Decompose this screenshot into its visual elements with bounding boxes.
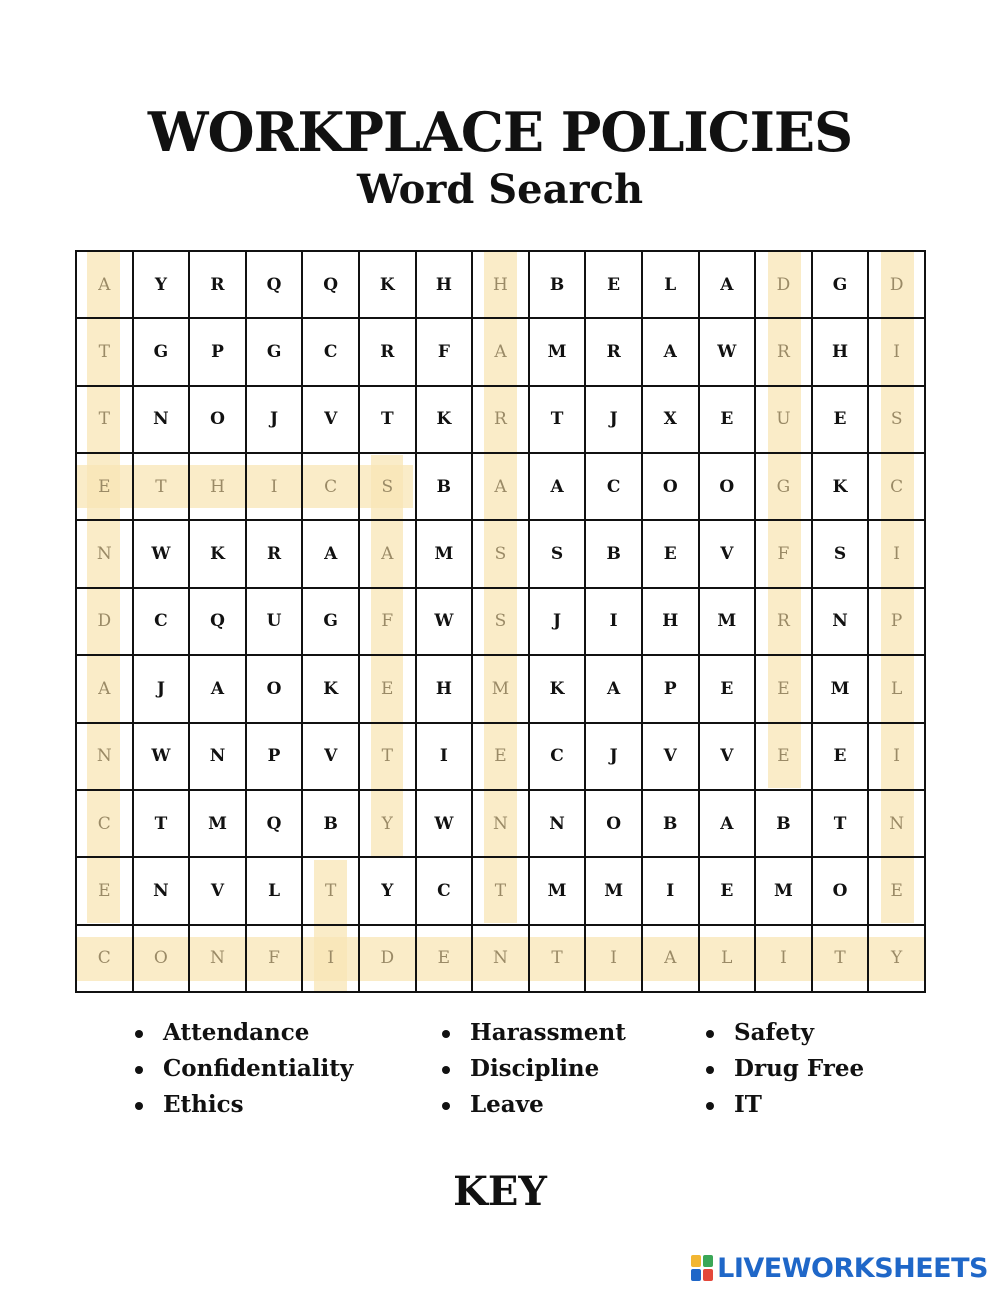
grid-cell: B bbox=[302, 790, 359, 857]
grid-cell: W bbox=[133, 723, 190, 790]
grid-cell: N bbox=[472, 925, 529, 992]
grid-cell: V bbox=[302, 386, 359, 453]
word-list-column-3 bbox=[706, 1015, 864, 1123]
word-item: Ethics bbox=[135, 1087, 353, 1123]
grid-cell: E bbox=[812, 386, 869, 453]
grid-cell: T bbox=[133, 453, 190, 520]
grid-cell: E bbox=[76, 857, 133, 924]
grid-cell: N bbox=[76, 520, 133, 587]
grid-cell: P bbox=[642, 655, 699, 722]
word-item: Confidentiality bbox=[135, 1051, 353, 1087]
grid-cell: M bbox=[472, 655, 529, 722]
key-label: KEY bbox=[453, 1168, 547, 1215]
grid-cell: R bbox=[189, 251, 246, 318]
grid-cell: O bbox=[133, 925, 190, 992]
grid-row bbox=[76, 386, 925, 453]
grid-cell: F bbox=[416, 318, 473, 385]
grid-cell: W bbox=[416, 790, 473, 857]
brand-name: LIVEWORKSHEETS bbox=[717, 1252, 988, 1284]
grid-cell: Y bbox=[133, 251, 190, 318]
grid-cell: J bbox=[529, 588, 586, 655]
grid-cell: Q bbox=[246, 251, 303, 318]
grid-row bbox=[76, 520, 925, 587]
grid-row bbox=[76, 588, 925, 655]
letter-grid bbox=[75, 250, 926, 993]
grid-cell: Y bbox=[359, 790, 416, 857]
grid-cell: V bbox=[189, 857, 246, 924]
grid-cell: Q bbox=[189, 588, 246, 655]
grid-cell: M bbox=[585, 857, 642, 924]
grid-cell: N bbox=[133, 857, 190, 924]
liveworksheets-icon bbox=[691, 1255, 713, 1281]
grid-cell: L bbox=[868, 655, 925, 722]
grid-cell: A bbox=[699, 790, 756, 857]
word-item: Harassment bbox=[442, 1015, 626, 1051]
grid-cell: R bbox=[359, 318, 416, 385]
grid-cell: N bbox=[189, 925, 246, 992]
grid-cell: R bbox=[755, 318, 812, 385]
grid-cell: H bbox=[416, 655, 473, 722]
grid-cell: I bbox=[585, 588, 642, 655]
grid-cell: U bbox=[755, 386, 812, 453]
grid-cell: Y bbox=[868, 925, 925, 992]
grid-cell: G bbox=[133, 318, 190, 385]
grid-cell: A bbox=[642, 318, 699, 385]
grid-cell: M bbox=[529, 318, 586, 385]
grid-row bbox=[76, 723, 925, 790]
grid-cell: C bbox=[529, 723, 586, 790]
grid-cell: L bbox=[246, 857, 303, 924]
grid-cell: S bbox=[529, 520, 586, 587]
grid-cell: V bbox=[699, 520, 756, 587]
grid-cell: I bbox=[302, 925, 359, 992]
grid-cell: O bbox=[585, 790, 642, 857]
grid-cell: W bbox=[133, 520, 190, 587]
word-list-column-2 bbox=[442, 1015, 626, 1123]
grid-cell: A bbox=[359, 520, 416, 587]
grid-cell: R bbox=[755, 588, 812, 655]
grid-row bbox=[76, 790, 925, 857]
grid-cell: N bbox=[189, 723, 246, 790]
grid-cell: A bbox=[529, 453, 586, 520]
grid-cell: C bbox=[76, 925, 133, 992]
grid-cell: C bbox=[585, 453, 642, 520]
grid-cell: I bbox=[868, 520, 925, 587]
brand-logo[interactable] bbox=[691, 1250, 988, 1286]
grid-cell: A bbox=[642, 925, 699, 992]
grid-cell: D bbox=[359, 925, 416, 992]
grid-cell: E bbox=[359, 655, 416, 722]
page-title: WORKPLACE POLICIES bbox=[147, 100, 853, 164]
grid-cell: T bbox=[302, 857, 359, 924]
grid-cell: T bbox=[472, 857, 529, 924]
grid-cell: G bbox=[246, 318, 303, 385]
grid-cell: S bbox=[472, 588, 529, 655]
grid-cell: D bbox=[76, 588, 133, 655]
grid-cell: C bbox=[868, 453, 925, 520]
word-item: Discipline bbox=[442, 1051, 626, 1087]
grid-cell: F bbox=[246, 925, 303, 992]
grid-cell: J bbox=[585, 723, 642, 790]
grid-cell: M bbox=[699, 588, 756, 655]
grid-cell: T bbox=[76, 386, 133, 453]
grid-cell: K bbox=[416, 386, 473, 453]
grid-cell: G bbox=[302, 588, 359, 655]
grid-cell: L bbox=[699, 925, 756, 992]
grid-cell: E bbox=[699, 857, 756, 924]
grid-cell: I bbox=[246, 453, 303, 520]
grid-cell: N bbox=[472, 790, 529, 857]
grid-cell: J bbox=[246, 386, 303, 453]
grid-cell: B bbox=[529, 251, 586, 318]
grid-cell: G bbox=[755, 453, 812, 520]
grid-cell: H bbox=[812, 318, 869, 385]
grid-cell: A bbox=[472, 453, 529, 520]
grid-cell: S bbox=[472, 520, 529, 587]
grid-cell: O bbox=[189, 386, 246, 453]
word-item: Drug Free bbox=[706, 1051, 864, 1087]
grid-row bbox=[76, 655, 925, 722]
grid-cell: K bbox=[302, 655, 359, 722]
grid-cell: E bbox=[812, 723, 869, 790]
grid-cell: R bbox=[246, 520, 303, 587]
grid-cell: T bbox=[812, 790, 869, 857]
word-item: Safety bbox=[706, 1015, 864, 1051]
grid-cell: V bbox=[302, 723, 359, 790]
grid-cell: M bbox=[416, 520, 473, 587]
grid-row bbox=[76, 453, 925, 520]
grid-cell: P bbox=[246, 723, 303, 790]
grid-cell: T bbox=[812, 925, 869, 992]
grid-cell: J bbox=[585, 386, 642, 453]
grid-cell: P bbox=[189, 318, 246, 385]
grid-cell: B bbox=[585, 520, 642, 587]
grid-cell: O bbox=[246, 655, 303, 722]
grid-cell: T bbox=[529, 386, 586, 453]
grid-cell: W bbox=[416, 588, 473, 655]
grid-cell: X bbox=[642, 386, 699, 453]
grid-cell: N bbox=[812, 588, 869, 655]
word-list bbox=[0, 1015, 1000, 1135]
grid-cell: Q bbox=[302, 251, 359, 318]
grid-cell: E bbox=[755, 655, 812, 722]
grid-cell: N bbox=[133, 386, 190, 453]
grid-cell: H bbox=[642, 588, 699, 655]
grid-cell: B bbox=[755, 790, 812, 857]
grid-cell: I bbox=[416, 723, 473, 790]
grid-cell: Q bbox=[246, 790, 303, 857]
grid-cell: E bbox=[76, 453, 133, 520]
word-search-grid bbox=[75, 250, 926, 993]
page-subtitle: Word Search bbox=[356, 166, 644, 213]
word-list-column-1 bbox=[135, 1015, 353, 1123]
grid-cell: B bbox=[416, 453, 473, 520]
grid-cell: E bbox=[416, 925, 473, 992]
grid-cell: R bbox=[585, 318, 642, 385]
grid-cell: T bbox=[133, 790, 190, 857]
grid-cell: S bbox=[359, 453, 416, 520]
grid-cell: F bbox=[359, 588, 416, 655]
grid-cell: A bbox=[585, 655, 642, 722]
grid-cell: E bbox=[642, 520, 699, 587]
grid-cell: M bbox=[812, 655, 869, 722]
word-item: Leave bbox=[442, 1087, 626, 1123]
grid-row bbox=[76, 318, 925, 385]
grid-cell: O bbox=[699, 453, 756, 520]
grid-cell: W bbox=[699, 318, 756, 385]
grid-cell: T bbox=[529, 925, 586, 992]
grid-cell: M bbox=[529, 857, 586, 924]
grid-cell: C bbox=[302, 318, 359, 385]
grid-cell: C bbox=[302, 453, 359, 520]
grid-cell: E bbox=[755, 723, 812, 790]
grid-cell: E bbox=[699, 386, 756, 453]
grid-cell: T bbox=[359, 386, 416, 453]
grid-cell: K bbox=[529, 655, 586, 722]
grid-cell: C bbox=[416, 857, 473, 924]
grid-cell: O bbox=[812, 857, 869, 924]
grid-row bbox=[76, 857, 925, 924]
grid-row bbox=[76, 925, 925, 992]
grid-cell: I bbox=[585, 925, 642, 992]
grid-cell: V bbox=[699, 723, 756, 790]
grid-cell: A bbox=[76, 251, 133, 318]
grid-cell: I bbox=[868, 318, 925, 385]
grid-cell: U bbox=[246, 588, 303, 655]
word-item: Attendance bbox=[135, 1015, 353, 1051]
grid-cell: H bbox=[416, 251, 473, 318]
grid-cell: I bbox=[755, 925, 812, 992]
grid-cell: K bbox=[812, 453, 869, 520]
grid-cell: C bbox=[76, 790, 133, 857]
grid-cell: N bbox=[868, 790, 925, 857]
grid-cell: K bbox=[189, 520, 246, 587]
grid-cell: I bbox=[868, 723, 925, 790]
grid-cell: M bbox=[189, 790, 246, 857]
grid-cell: L bbox=[642, 251, 699, 318]
grid-cell: H bbox=[189, 453, 246, 520]
grid-cell: D bbox=[755, 251, 812, 318]
grid-cell: E bbox=[699, 655, 756, 722]
grid-cell: N bbox=[529, 790, 586, 857]
grid-cell: K bbox=[359, 251, 416, 318]
grid-cell: E bbox=[868, 857, 925, 924]
grid-cell: A bbox=[699, 251, 756, 318]
grid-row bbox=[76, 251, 925, 318]
grid-cell: C bbox=[133, 588, 190, 655]
grid-cell: A bbox=[302, 520, 359, 587]
grid-cell: A bbox=[472, 318, 529, 385]
grid-cell: G bbox=[812, 251, 869, 318]
grid-cell: T bbox=[76, 318, 133, 385]
grid-cell: S bbox=[812, 520, 869, 587]
grid-cell: R bbox=[472, 386, 529, 453]
grid-cell: S bbox=[868, 386, 925, 453]
grid-cell: V bbox=[642, 723, 699, 790]
grid-cell: J bbox=[133, 655, 190, 722]
grid-cell: Y bbox=[359, 857, 416, 924]
grid-cell: E bbox=[472, 723, 529, 790]
grid-cell: I bbox=[642, 857, 699, 924]
grid-cell: B bbox=[642, 790, 699, 857]
grid-cell: M bbox=[755, 857, 812, 924]
grid-cell: D bbox=[868, 251, 925, 318]
grid-cell: F bbox=[755, 520, 812, 587]
grid-cell: O bbox=[642, 453, 699, 520]
grid-cell: A bbox=[76, 655, 133, 722]
grid-cell: N bbox=[76, 723, 133, 790]
grid-cell: H bbox=[472, 251, 529, 318]
grid-cell: P bbox=[868, 588, 925, 655]
grid-cell: A bbox=[189, 655, 246, 722]
grid-cell: E bbox=[585, 251, 642, 318]
word-item: IT bbox=[706, 1087, 864, 1123]
grid-cell: T bbox=[359, 723, 416, 790]
